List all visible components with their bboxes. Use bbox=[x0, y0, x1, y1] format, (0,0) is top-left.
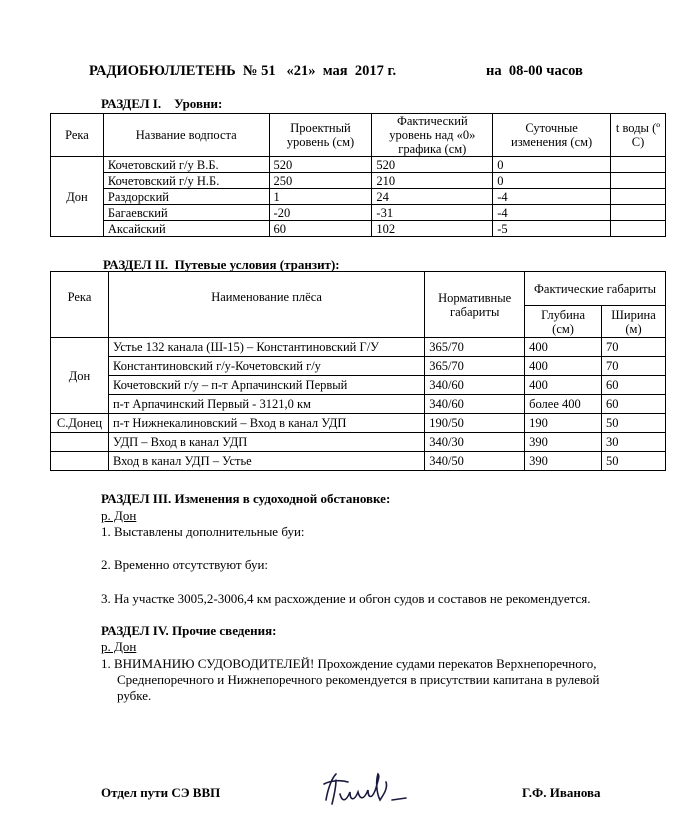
design-level: 520 bbox=[269, 157, 372, 173]
normative-dims: 340/50 bbox=[425, 452, 525, 471]
list-item: 3. На участке 3005,2-3006,4 км расхождение и обгон судов и составов не рекомендуется. bbox=[101, 591, 591, 606]
depth-value: более 400 bbox=[525, 395, 602, 414]
width-value: 30 bbox=[602, 433, 666, 452]
gauge-name: Раздорский bbox=[103, 189, 269, 205]
water-temp bbox=[611, 189, 666, 205]
reach-name: Устье 132 канала (Ш-15) – Константиновский Г/У bbox=[108, 338, 424, 357]
section4-river: р. Дон bbox=[101, 639, 137, 654]
bulletin-title: РАДИОБЮЛЛЕТЕНЬ № 51 «21» мая 2017 г. bbox=[89, 63, 397, 79]
transit-header-row bbox=[51, 272, 666, 306]
normative-dims: 190/50 bbox=[425, 414, 525, 433]
bulletin-time: на 08-00 часов bbox=[486, 63, 583, 79]
table-row bbox=[51, 395, 666, 414]
design-level: -20 bbox=[269, 205, 372, 221]
header-daily-change: Суточные изменения (см) bbox=[493, 114, 611, 157]
table-row bbox=[51, 357, 666, 376]
table-row bbox=[51, 338, 666, 357]
width-value: 60 bbox=[602, 395, 666, 414]
daily-change: 0 bbox=[493, 173, 611, 189]
table-row bbox=[51, 414, 666, 433]
river-cell: Дон bbox=[51, 338, 109, 414]
header-depth: Глубина (см) bbox=[525, 306, 602, 338]
header-river: Река bbox=[51, 272, 109, 338]
levels-header-row bbox=[51, 114, 666, 157]
table-row bbox=[51, 205, 666, 221]
empty-river-cell bbox=[51, 452, 109, 471]
signatory-name: Г.Ф. Иванова bbox=[522, 785, 601, 800]
levels-table bbox=[50, 113, 666, 237]
section1-heading: РАЗДЕЛ I. Уровни: bbox=[101, 96, 223, 111]
header-reach: Наименование плёса bbox=[108, 272, 424, 338]
gauge-name: Кочетовский г/у В.Б. bbox=[103, 157, 269, 173]
design-level: 250 bbox=[269, 173, 372, 189]
table-row bbox=[51, 157, 666, 173]
header-actual-level: Фактический уровень над «0» графика (см) bbox=[372, 114, 493, 157]
table-row bbox=[51, 376, 666, 395]
width-value: 70 bbox=[602, 338, 666, 357]
actual-level: -31 bbox=[372, 205, 493, 221]
normative-dims: 365/70 bbox=[425, 338, 525, 357]
notice-line: Среднепоречного и Нижнепоречного рекомендуется в присутствии капитана в рулевой bbox=[117, 672, 600, 687]
table-row bbox=[51, 173, 666, 189]
depth-value: 400 bbox=[525, 357, 602, 376]
river-cell: Дон bbox=[51, 157, 104, 237]
reach-name: Кочетовский г/у – п-т Арпачинский Первый bbox=[108, 376, 424, 395]
header-actual-dimensions: Фактические габариты bbox=[525, 272, 666, 306]
section3-river: р. Дон bbox=[101, 508, 137, 523]
notice-line: рубке. bbox=[117, 688, 152, 703]
reach-name: Вход в канал УДП – Устье bbox=[108, 452, 424, 471]
depth-value: 390 bbox=[525, 433, 602, 452]
section3-heading: РАЗДЕЛ III. Изменения в судоходной обстановке: bbox=[101, 491, 391, 506]
water-temp bbox=[611, 173, 666, 189]
water-temp bbox=[611, 205, 666, 221]
normative-dims: 340/60 bbox=[425, 376, 525, 395]
table-row bbox=[51, 189, 666, 205]
header-design-level: Проектный уровень (см) bbox=[269, 114, 372, 157]
reach-name: п-т Нижнекалиновский – Вход в канал УДП bbox=[108, 414, 424, 433]
transit-table bbox=[50, 271, 666, 471]
actual-level: 24 bbox=[372, 189, 493, 205]
gauge-name: Багаевский bbox=[103, 205, 269, 221]
table-row bbox=[51, 433, 666, 452]
list-item: 1. Выставлены дополнительные буи: bbox=[101, 524, 305, 539]
reach-name: Константиновский г/у-Кочетовский г/у bbox=[108, 357, 424, 376]
notice-line: 1. ВНИМАНИЮ СУДОВОДИТЕЛЕЙ! Прохождение судами перекатов Верхнепоречного, bbox=[101, 656, 597, 671]
normative-dims: 365/70 bbox=[425, 357, 525, 376]
depth-value: 190 bbox=[525, 414, 602, 433]
gauge-name: Аксайский bbox=[103, 221, 269, 237]
section4-heading: РАЗДЕЛ IV. Прочие сведения: bbox=[101, 623, 277, 638]
signature-image bbox=[318, 770, 413, 810]
design-level: 1 bbox=[269, 189, 372, 205]
actual-level: 210 bbox=[372, 173, 493, 189]
actual-level: 102 bbox=[372, 221, 493, 237]
width-value: 60 bbox=[602, 376, 666, 395]
empty-river-cell bbox=[51, 433, 109, 452]
header-water-temp: t воды (º С) bbox=[611, 114, 666, 157]
table-row bbox=[51, 221, 666, 237]
daily-change: -4 bbox=[493, 189, 611, 205]
reach-name: УДП – Вход в канал УДП bbox=[108, 433, 424, 452]
depth-value: 400 bbox=[525, 338, 602, 357]
river-cell: С.Донец bbox=[51, 414, 109, 433]
daily-change: 0 bbox=[493, 157, 611, 173]
table-row bbox=[51, 452, 666, 471]
normative-dims: 340/60 bbox=[425, 395, 525, 414]
daily-change: -4 bbox=[493, 205, 611, 221]
width-value: 50 bbox=[602, 452, 666, 471]
department-label: Отдел пути СЭ ВВП bbox=[101, 785, 221, 800]
depth-value: 390 bbox=[525, 452, 602, 471]
actual-level: 520 bbox=[372, 157, 493, 173]
list-item: 2. Временно отсутствуют буи: bbox=[101, 557, 269, 572]
header-gauge-name: Название водпоста bbox=[103, 114, 269, 157]
normative-dims: 340/30 bbox=[425, 433, 525, 452]
water-temp bbox=[611, 157, 666, 173]
water-temp bbox=[611, 221, 666, 237]
width-value: 70 bbox=[602, 357, 666, 376]
section2-heading: РАЗДЕЛ II. Путевые условия (транзит): bbox=[103, 257, 340, 272]
header-normative: Нормативные габариты bbox=[425, 272, 525, 338]
depth-value: 400 bbox=[525, 376, 602, 395]
reach-name: п-т Арпачинский Первый - 3121,0 км bbox=[108, 395, 424, 414]
design-level: 60 bbox=[269, 221, 372, 237]
daily-change: -5 bbox=[493, 221, 611, 237]
header-river: Река bbox=[51, 114, 104, 157]
header-width: Ширина (м) bbox=[602, 306, 666, 338]
gauge-name: Кочетовский г/у Н.Б. bbox=[103, 173, 269, 189]
width-value: 50 bbox=[602, 414, 666, 433]
